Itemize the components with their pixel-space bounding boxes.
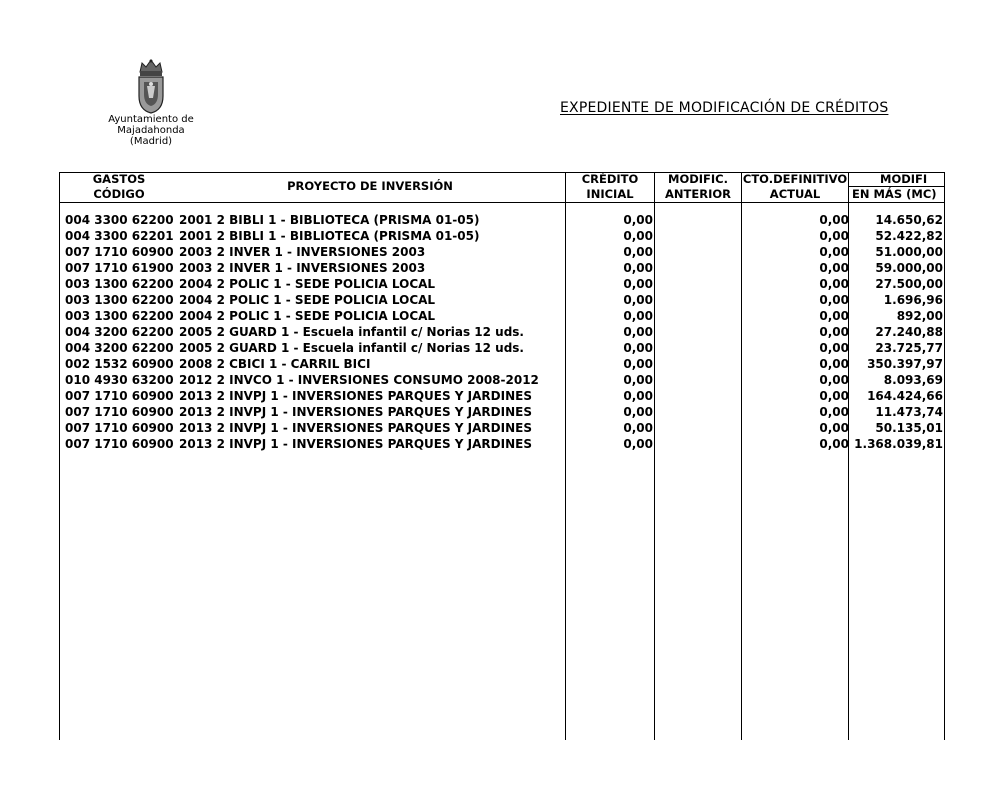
table-row [59,324,945,340]
row-en-mas: 14.650,62 [875,213,943,227]
row-credito-inicial: 0,00 [623,437,653,451]
org-name-line2: Majadahonda [117,125,185,136]
row-code: 003 1300 62200 [65,293,174,307]
row-definitivo: 0,00 [819,421,849,435]
table-row [59,436,945,452]
row-project: 2005 2 GUARD 1 - Escuela infantil c/ Norias 12 uds. [179,341,524,355]
row-project: 2013 2 INVPJ 1 - INVERSIONES PARQUES Y JARDINES [179,389,532,403]
row-definitivo: 0,00 [819,437,849,451]
header-mod-group: MODIFI [880,172,928,186]
table-body [59,212,945,452]
row-en-mas: 892,00 [896,309,943,323]
row-code: 007 1710 60900 [65,245,174,259]
row-definitivo: 0,00 [819,341,849,355]
row-en-mas: 27.240,88 [875,325,943,339]
header-modific [655,172,741,202]
header-credito-line2: INICIAL [586,187,634,201]
row-code: 003 1300 62200 [65,309,174,323]
table-row [59,276,945,292]
coat-of-arms-icon [135,58,167,114]
header-gastos-line2: CÓDIGO [93,187,145,201]
row-code: 003 1300 62200 [65,277,174,291]
header-definitivo-line2: ACTUAL [769,187,821,201]
table-row [59,356,945,372]
row-credito-inicial: 0,00 [623,229,653,243]
table-row [59,228,945,244]
row-credito-inicial: 0,00 [623,245,653,259]
row-project: 2012 2 INVCO 1 - INVERSIONES CONSUMO 2008-2012 [179,373,539,387]
row-en-mas: 8.093,69 [883,373,943,387]
row-credito-inicial: 0,00 [623,261,653,275]
row-en-mas: 164.424,66 [867,389,943,403]
row-credito-inicial: 0,00 [623,325,653,339]
row-code: 004 3300 62200 [65,213,174,227]
row-definitivo: 0,00 [819,229,849,243]
header-bottom-border [59,202,945,203]
row-code: 004 3200 62200 [65,325,174,339]
row-en-mas: 350.397,97 [867,357,943,371]
header-gastos-line1: GASTOS [92,172,146,186]
org-name-line3: (Madrid) [129,136,173,147]
row-credito-inicial: 0,00 [623,373,653,387]
row-project: 2004 2 POLIC 1 - SEDE POLICIA LOCAL [179,309,436,323]
row-definitivo: 0,00 [819,373,849,387]
row-en-mas: 59.000,00 [875,261,943,275]
row-code: 010 4930 63200 [65,373,174,387]
table-row [59,420,945,436]
row-credito-inicial: 0,00 [623,277,653,291]
row-code: 007 1710 60900 [65,389,174,403]
row-code: 007 1710 60900 [65,421,174,435]
row-en-mas: 23.725,77 [875,341,943,355]
row-credito-inicial: 0,00 [623,341,653,355]
header-gastos [59,172,179,202]
row-definitivo: 0,00 [819,389,849,403]
row-definitivo: 0,00 [819,357,849,371]
row-en-mas: 11.473,74 [875,405,943,419]
table-row [59,388,945,404]
row-definitivo: 0,00 [819,405,849,419]
header-en-mas: EN MÁS (MC) [852,187,937,201]
row-definitivo: 0,00 [819,325,849,339]
row-credito-inicial: 0,00 [623,389,653,403]
row-project: 2004 2 POLIC 1 - SEDE POLICIA LOCAL [179,277,436,291]
header-credito-line1: CRÉDITO [581,172,639,186]
row-project: 2004 2 POLIC 1 - SEDE POLICIA LOCAL [179,293,436,307]
org-name-line1: Ayuntamiento de [108,114,194,125]
organization-block [100,58,202,147]
table-row [59,292,945,308]
row-project: 2013 2 INVPJ 1 - INVERSIONES PARQUES Y JARDINES [179,405,532,419]
row-en-mas: 1.368.039,81 [854,437,943,451]
header-definitivo-line1: CTO.DEFINITIVO [742,172,848,186]
row-credito-inicial: 0,00 [623,405,653,419]
row-definitivo: 0,00 [819,261,849,275]
table-row [59,260,945,276]
row-project: 2001 2 BIBLI 1 - BIBLIOTECA (PRISMA 01-05) [179,213,480,227]
table-row [59,308,945,324]
row-credito-inicial: 0,00 [623,213,653,227]
row-project: 2008 2 CBICI 1 - CARRIL BICI [179,357,371,371]
row-credito-inicial: 0,00 [623,293,653,307]
row-definitivo: 0,00 [819,309,849,323]
table-row [59,404,945,420]
row-credito-inicial: 0,00 [623,421,653,435]
header-definitivo [742,172,848,202]
header-modific-line1: MODIFIC. [668,172,728,186]
row-code: 002 1532 60900 [65,357,174,371]
row-project: 2003 2 INVER 1 - INVERSIONES 2003 [179,245,426,259]
row-project: 2013 2 INVPJ 1 - INVERSIONES PARQUES Y JARDINES [179,437,532,451]
row-credito-inicial: 0,00 [623,309,653,323]
row-credito-inicial: 0,00 [623,357,653,371]
table-row [59,372,945,388]
table-row [59,340,945,356]
row-definitivo: 0,00 [819,245,849,259]
row-code: 007 1710 60900 [65,437,174,451]
row-en-mas: 50.135,01 [875,421,943,435]
header-proyecto: PROYECTO DE INVERSIÓN [287,179,453,193]
row-en-mas: 52.422,82 [875,229,943,243]
row-code: 004 3200 62200 [65,341,174,355]
header-modific-line2: ANTERIOR [665,187,731,201]
row-project: 2001 2 BIBLI 1 - BIBLIOTECA (PRISMA 01-05) [179,229,480,243]
row-project: 2003 2 INVER 1 - INVERSIONES 2003 [179,261,426,275]
document-title: EXPEDIENTE DE MODIFICACIÓN DE CRÉDITOS [560,100,889,116]
header-credito [566,172,654,202]
table-row [59,244,945,260]
row-en-mas: 1.696,96 [883,293,943,307]
row-en-mas: 27.500,00 [875,277,943,291]
row-code: 004 3300 62201 [65,229,174,243]
row-definitivo: 0,00 [819,293,849,307]
row-code: 007 1710 61900 [65,261,174,275]
table-row [59,212,945,228]
row-project: 2013 2 INVPJ 1 - INVERSIONES PARQUES Y JARDINES [179,421,532,435]
row-definitivo: 0,00 [819,277,849,291]
row-en-mas: 51.000,00 [875,245,943,259]
row-code: 007 1710 60900 [65,405,174,419]
row-project: 2005 2 GUARD 1 - Escuela infantil c/ Norias 12 uds. [179,325,524,339]
row-definitivo: 0,00 [819,213,849,227]
